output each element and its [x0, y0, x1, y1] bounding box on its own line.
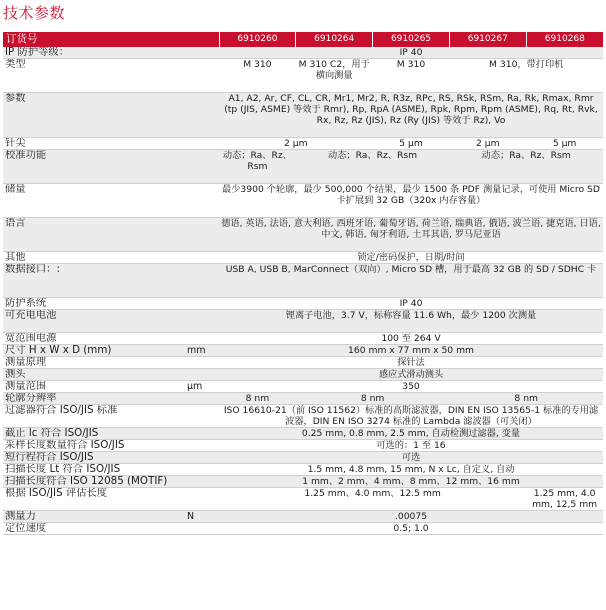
row-value: 1.25 mm, 4.0 mm, 12,5 mm [526, 488, 603, 511]
table-row [3, 428, 603, 440]
model-header-4: 6910267 [449, 32, 526, 47]
row-value: M 310 C2，用于横向测量 [296, 59, 373, 93]
row-unit: N [185, 511, 219, 523]
row-value: 5 µm [373, 138, 450, 150]
table-row [3, 264, 603, 298]
row-value: 最少3900 个轮廓，最少 500,000 个结果，最少 1500 条 PDF 测量记录，可使用 Micro SD 卡扩展到 32 GB（320x 内存容量） [219, 184, 603, 218]
row-label: 截止 lc 符合 ISO/JIS [3, 428, 185, 440]
row-label: 其他 [3, 252, 185, 264]
table-row [3, 59, 603, 93]
table-row [3, 523, 603, 535]
row-label: 根据 ISO/JIS 评估长度 [3, 488, 185, 511]
model-header-1: 6910260 [219, 32, 296, 47]
row-value: 可选 [219, 452, 603, 464]
table-row [3, 381, 603, 393]
row-value: ISO 16610-21（前 ISO 11562）标准的高斯滤波器，DIN EN ISO 13565-1 标准的专用滤波器，DIN EN ISO 3274 标准的 Lambda 滤波器（可关闭） [219, 405, 603, 428]
order-number-header: 订货号 [3, 32, 185, 47]
row-label: 采样长度数量符合 ISO/JIS [3, 440, 185, 452]
row-value: 感应式滑动测头 [219, 369, 603, 381]
row-label: IP 防护等级： [3, 47, 185, 59]
row-label: 测头 [3, 369, 185, 381]
row-value: 1 mm、2 mm、4 mm、8 mm、12 mm、16 mm [219, 476, 603, 488]
table-row [3, 464, 603, 476]
row-value: IP 40 [219, 298, 603, 310]
row-label: 扫描长度符合 ISO 12085 (MOTIF) [3, 476, 185, 488]
row-value: USB A, USB B, MarConnect（双向）, Micro SD 槽，用于最高 32 GB 的 SD / SDHC 卡 [219, 264, 603, 298]
table-row [3, 452, 603, 464]
table-row [3, 150, 603, 184]
row-label: 过滤器符合 ISO/JIS 标准 [3, 405, 185, 428]
row-value: M 310 [219, 59, 296, 93]
row-label: 类型 [3, 59, 185, 93]
table-row [3, 369, 603, 381]
row-value: 1.5 mm, 4.8 mm, 15 mm, N x Lc, 自定义, 自动 [219, 464, 603, 476]
table-row [3, 47, 603, 59]
row-value: M 310 [373, 59, 450, 93]
row-label: 防护系统 [3, 298, 185, 310]
table-row [3, 405, 603, 428]
row-value: 动态；Ra、Rz、Rsm [296, 150, 450, 184]
row-label: 可充电电池 [3, 310, 185, 333]
row-value: 8 nm [219, 393, 296, 405]
row-label: 数据接口：: [3, 264, 185, 298]
unit-header-cell [185, 32, 219, 47]
row-label: 宽范围电源 [3, 333, 185, 345]
table-row [3, 310, 603, 333]
row-value: 2 µm [449, 138, 526, 150]
table-row [3, 218, 603, 252]
table-row [3, 298, 603, 310]
row-value: 8 nm [449, 393, 603, 405]
table-row [3, 345, 603, 357]
row-label: 储量 [3, 184, 185, 218]
row-value: 1.25 mm、4.0 mm、12.5 mm [219, 488, 526, 511]
row-value: 100 至 264 V [219, 333, 603, 345]
row-value: 8 nm [296, 393, 450, 405]
table-row [3, 333, 603, 345]
row-value: 5 µm [526, 138, 603, 150]
row-label: 尺寸 H x W x D (mm) [3, 345, 185, 357]
table-row [3, 393, 603, 405]
row-value: .00075 [219, 511, 603, 523]
spec-table [3, 32, 603, 535]
row-unit: µm [185, 381, 219, 393]
row-label: 参数 [3, 93, 185, 138]
row-label: 定位速度 [3, 523, 185, 535]
row-label: 测量范围 [3, 381, 185, 393]
table-row [3, 476, 603, 488]
row-value: 锁定/密码保护，日期/时间 [219, 252, 603, 264]
row-value: A1, A2, Ar, CF, CL, CR, Mr1, Mr2, R, R3z, RPc, RS, RSk, RSm, Ra, Rk, Rmax, Rmr (tp (JIS, ASME) 等效于 Rmr), Rp, RpA (ASME), Rpk, Rpm, Rpm (ASME), Rq, Rt, Rvk, Rx, Rz, Rz (JIS), Rz (Ry (JIS) 等效于 Rz), Vo [219, 93, 603, 138]
row-label: 语言 [3, 218, 185, 252]
row-label: 针尖 [3, 138, 185, 150]
model-header-2: 6910264 [296, 32, 373, 47]
row-value: M 310，带打印机 [449, 59, 603, 93]
row-label: 校准功能 [3, 150, 185, 184]
row-label: 轮廓分辨率 [3, 393, 185, 405]
row-value: IP 40 [219, 47, 603, 59]
row-value: 160 mm x 77 mm x 50 mm [219, 345, 603, 357]
row-value: 可选的：1 至 16 [219, 440, 603, 452]
row-label: 扫描长度 Lt 符合 ISO/JIS [3, 464, 185, 476]
row-unit: mm [185, 345, 219, 357]
row-value: 0.5; 1.0 [219, 523, 603, 535]
model-header-5: 6910268 [526, 32, 603, 47]
row-value: 2 µm [219, 138, 373, 150]
model-header-3: 6910265 [373, 32, 450, 47]
table-row [3, 138, 603, 150]
row-label: 短行程符合 ISO/JIS [3, 452, 185, 464]
table-row [3, 488, 603, 511]
table-row [3, 93, 603, 138]
row-value: 动态；Ra、Rz、Rsm [449, 150, 603, 184]
row-value: 0.25 mm, 0.8 mm, 2.5 mm, 自动检测过滤器, 变量 [219, 428, 603, 440]
row-label: 测量原理 [3, 357, 185, 369]
table-row [3, 511, 603, 523]
row-value: 动态；Ra、Rz、Rsm [219, 150, 296, 184]
row-value: 探针法 [219, 357, 603, 369]
table-row [3, 357, 603, 369]
table-row [3, 252, 603, 264]
table-header-row [3, 32, 603, 47]
table-row [3, 440, 603, 452]
row-value: 锂离子电池，3.7 V，标称容量 11.6 Wh，最少 1200 次测量 [219, 310, 603, 333]
row-value: 德语, 英语, 法语, 意大利语, 西班牙语, 葡萄牙语, 荷兰语, 瑞典语, 俄语, 波兰语, 捷克语, 日语, 中文, 韩语, 匈牙利语, 土耳其语, 罗马尼亚语 [219, 218, 603, 252]
row-value: 350 [219, 381, 603, 393]
row-label: 测量力 [3, 511, 185, 523]
page-title: 技术参数 [3, 4, 66, 22]
table-row [3, 184, 603, 218]
